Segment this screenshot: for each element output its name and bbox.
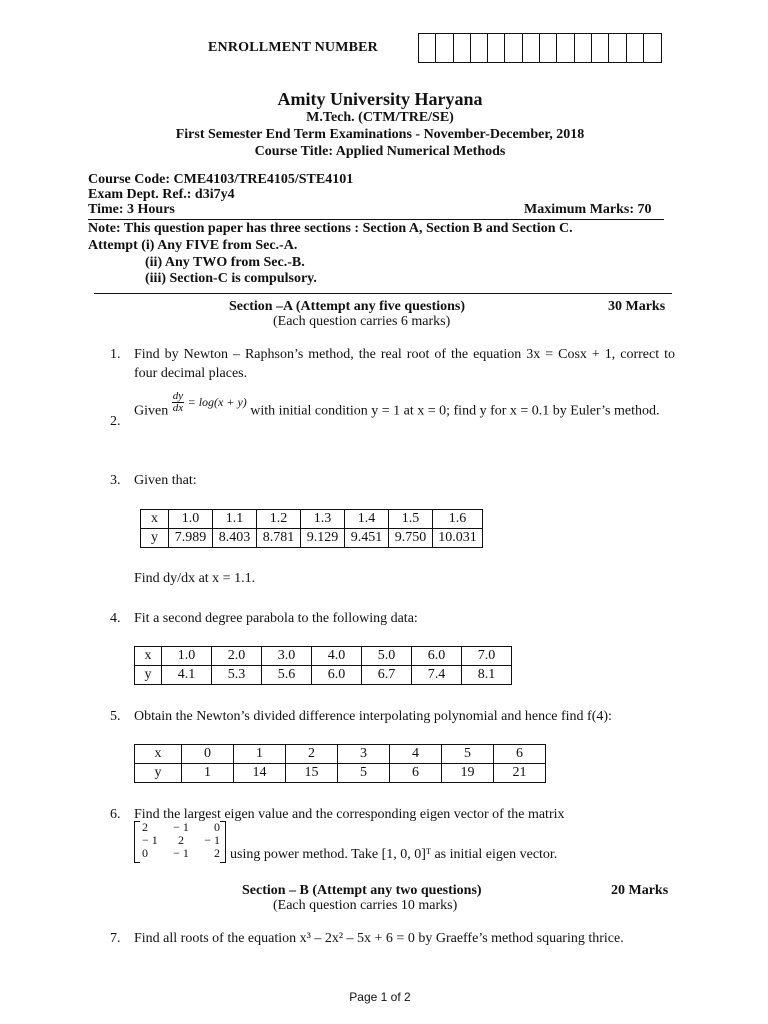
table-cell: 1.0 [162, 647, 212, 666]
table-row [135, 666, 512, 685]
note: Note: This question paper has three sections : Section A, Section B and Section C. [88, 221, 573, 236]
table-cell: 6.7 [362, 666, 412, 685]
section-b-subtitle: (Each question carries 10 marks) [273, 898, 458, 913]
question-5: 5. Obtain the Newton’s divided difference interpolating polynomial and hence find f(4): [110, 709, 612, 724]
table-cell: 8.403 [213, 529, 257, 548]
table-cell: 7.0 [462, 647, 512, 666]
table-cell: 8.1 [462, 666, 512, 685]
table-cell: 6 [494, 745, 546, 764]
data-table-q4 [134, 646, 512, 685]
table-cell: 1.0 [169, 510, 213, 529]
table-cell: x [135, 745, 182, 764]
question-3: 3. Given that: [110, 473, 197, 488]
page-footer: Page 1 of 2 [349, 990, 411, 1004]
attempt-a: Attempt (i) Any FIVE from Sec.-A. [88, 238, 298, 253]
attempt-b: (ii) Any TWO from Sec.-B. [145, 255, 305, 270]
exam-time: Time: 3 Hours [88, 202, 175, 217]
table-cell: 5.0 [362, 647, 412, 666]
table-cell: 21 [494, 764, 546, 783]
table-cell: 3 [338, 745, 390, 764]
table-cell: 1.5 [389, 510, 433, 529]
table-cell: y [141, 529, 169, 548]
table-cell: 5 [442, 745, 494, 764]
section-b-marks: 20 Marks [611, 883, 669, 898]
table-cell: 14 [234, 764, 286, 783]
table-cell: 5.3 [212, 666, 262, 685]
question-6-method: using power method. Take [1, 0, 0]ᵀ as initial eigen vector. [230, 847, 558, 862]
university-name: Amity University Haryana [277, 89, 483, 109]
table-cell: 6.0 [312, 666, 362, 685]
exam-title: First Semester End Term Examinations - November-December, 2018 [175, 127, 585, 142]
attempt-c: (iii) Section-C is compulsory. [145, 271, 317, 286]
table-cell: 1.4 [345, 510, 389, 529]
table-row [135, 745, 546, 764]
question-4: 4. Fit a second degree parabola to the following data: [110, 611, 418, 626]
course-title: Course Title: Applied Numerical Methods [254, 144, 506, 159]
table-cell: 9.451 [345, 529, 389, 548]
table-cell: 0 [182, 745, 234, 764]
data-table-q3 [140, 509, 483, 548]
table-cell: 9.129 [301, 529, 345, 548]
table-cell: 3.0 [262, 647, 312, 666]
question-2: 2. Given $\frac{dy}{dx}$ = log⁡(x + y) with initial condition y = 1 at x = 0; find y for x = 0.1 by Euler’s method. [110, 390, 660, 429]
table-cell: 2.0 [212, 647, 262, 666]
exam-ref: Exam Dept. Ref.: d3i7y4 [88, 187, 235, 202]
table-cell: 9.750 [389, 529, 433, 548]
table-cell: 1.3 [301, 510, 345, 529]
table-row [141, 529, 483, 548]
table-cell: y [135, 764, 182, 783]
table-cell: 5 [338, 764, 390, 783]
table-cell: 6 [390, 764, 442, 783]
table-cell: 19 [442, 764, 494, 783]
table-row [141, 510, 483, 529]
section-b-title: Section – B (Attempt any two questions) [242, 883, 482, 898]
table-cell: 8.781 [257, 529, 301, 548]
table-cell: 4.0 [312, 647, 362, 666]
program: M.Tech. (CTM/TRE/SE) [306, 110, 454, 125]
table-cell: 1 [234, 745, 286, 764]
table-cell: 1.1 [213, 510, 257, 529]
table-cell: 6.0 [412, 647, 462, 666]
enrollment-label: ENROLLMENT NUMBER [208, 40, 378, 55]
maximum-marks: Maximum Marks: 70 [524, 202, 652, 217]
matrix: 2 − 1 0 − 1 2 − 1 0 − 1 2 [134, 821, 226, 863]
table-cell: 15 [286, 764, 338, 783]
table-cell: 4 [390, 745, 442, 764]
table-cell: 7.989 [169, 529, 213, 548]
table-cell: 1.6 [433, 510, 483, 529]
table-row [135, 647, 512, 666]
table-cell: 1 [182, 764, 234, 783]
note-rule [94, 293, 672, 294]
question-1: 1. Find by Newton – Raphson’s method, the real root of the equation 3x = Cosx + 1, correct to four decimal places. [110, 347, 675, 381]
table-cell: x [141, 510, 169, 529]
table-cell: 5.6 [262, 666, 312, 685]
section-a-marks: 30 Marks [608, 299, 666, 314]
question-6: 6. Find the largest eigen value and the corresponding eigen vector of the matrix [110, 807, 565, 822]
section-a-subtitle: (Each question carries 6 marks) [273, 314, 451, 329]
section-a-title: Section –A (Attempt any five questions) [229, 299, 466, 314]
table-cell: 7.4 [412, 666, 462, 685]
table-cell: 1.2 [257, 510, 301, 529]
header-rule [88, 219, 664, 220]
table-cell: x [135, 647, 162, 666]
data-table-q5 [134, 744, 546, 783]
question-7: 7. Find all roots of the equation x³ – 2x² – 5x + 6 = 0 by Graeffe’s method squaring thrice. [110, 931, 624, 946]
course-code: Course Code: CME4103/TRE4105/STE4101 [88, 172, 354, 187]
question-3-ask: Find dy/dx at x = 1.1. [134, 571, 256, 586]
table-cell: 4.1 [162, 666, 212, 685]
table-row [135, 764, 546, 783]
table-cell: y [135, 666, 162, 685]
table-cell: 10.031 [433, 529, 483, 548]
table-cell: 2 [286, 745, 338, 764]
enrollment-boxes [418, 33, 662, 63]
